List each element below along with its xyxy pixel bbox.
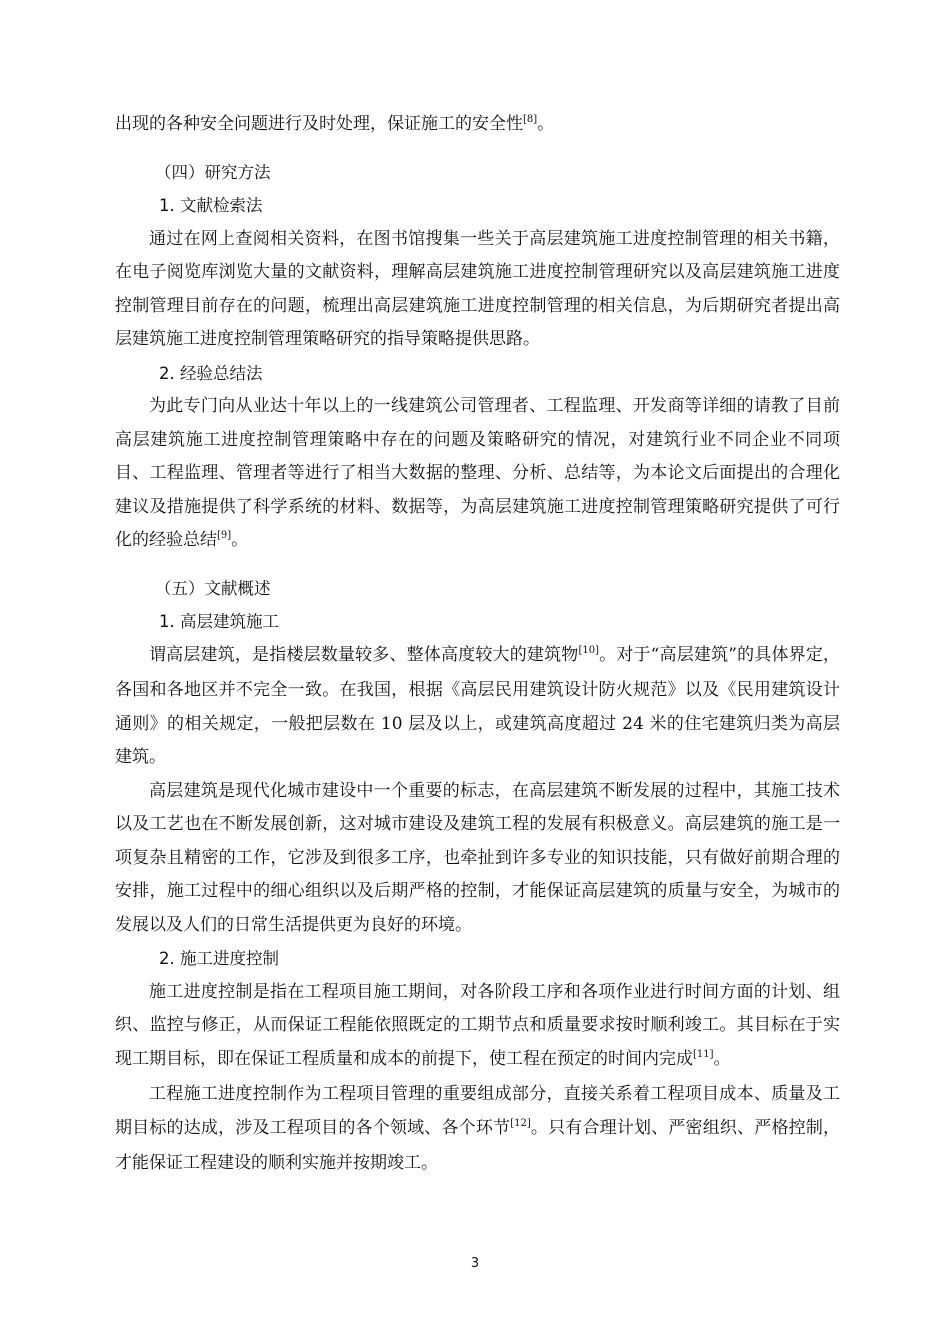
paragraph: 通过在网上查阅相关资料，在图书馆搜集一些关于高层建筑施工进度控制管理的相关书籍，在电子阅览库浏览大量的文献资料，理解高层建筑施工进度控制管理研究以及高层建筑施工进度控制管理目前存在的问题，梳理出高层建筑施工进度控制管理的相关信息，为后期研究者提出高层建筑施工进度控制管理策略研究的指导策略提供思路。 bbox=[115, 228, 840, 349]
citation: [12] bbox=[510, 1117, 531, 1129]
citation: [8] bbox=[523, 114, 538, 125]
section-heading: （四）研究方法 bbox=[155, 162, 271, 182]
subsection-heading: 2. 施工进度控制 bbox=[159, 949, 279, 968]
subsection-heading: 1. 文献检索法 bbox=[159, 196, 263, 215]
page-number: 3 bbox=[470, 1256, 480, 1271]
paragraph: 高层建筑是现代化城市建设中一个重要的标志，在高层建筑不断发展的过程中，其施工技术以及工艺也在不断发展创新，这对城市建设及建筑工程的发展有积极意义。高层建筑的施工是一项复杂且精密的工作，它涉及到很多工序，也牵扯到许多专业的知识技能，只有做好前期合理的安排，施工过程中的细心组织以及后期严格的控制，才能保证高层建筑的质量与安全，为城市的发展以及人们的日常生活提供更为良好的环境。 bbox=[115, 780, 840, 935]
citation: [10] bbox=[578, 644, 599, 656]
subsection-heading: 1. 高层建筑施工 bbox=[159, 612, 279, 631]
section-heading: （五）文献概述 bbox=[155, 578, 271, 598]
subsection-heading: 2. 经验总结法 bbox=[159, 363, 263, 383]
paragraph: 出现的各种安全问题进行及时处理，保证施工的安全性[8]。 bbox=[115, 114, 555, 134]
paragraph: 为此专门向从业达十年以上的一线建筑公司管理者、工程监理、开发商等详细的请教了目前高层建筑施工进度控制管理策略中存在的问题及策略研究的情况，对建筑行业不同企业不同项目、工程监理、管理者等进行了相当大数据的整理、分析、总结等，为本论文后面提出的合理化建议及措施提供了科学系统的材料、数据等，为高层建筑施工进度控制管理策略研究提供了可行化的经验总结[9]。 bbox=[115, 396, 840, 550]
citation: [11] bbox=[693, 1048, 714, 1060]
citation: [9] bbox=[217, 530, 232, 541]
page-body bbox=[115, 108, 840, 1181]
paragraph: 施工进度控制是指在工程项目施工期间，对各阶段工序和各项作业进行时间方面的计划、组织、监控与修正，从而保证工程能依照既定的工期节点和质量要求按时顺利竣工。其目标在于实现工期目标，即在保证工程质量和成本的前提下，使工程在预定的时间内完成[11]。 bbox=[115, 981, 840, 1069]
paragraph: 工程施工进度控制作为工程项目管理的重要组成部分，直接关系着工程项目成本、质量及工期目标的达成，涉及工程项目的各个领域、各个环节[12]。只有合理计划、严密组织、严格控制，才能保证工程建设的顺利实施并按期竣工。 bbox=[115, 1084, 841, 1173]
paragraph: 谓高层建筑，是指楼层数量较多、整体高度较大的建筑物[10]。对于“高层建筑”的具体界定，各国和各地区并不完全一致。在我国，根据《高层民用建筑设计防火规范》以及《民用建筑设计通则》的相关规定，一般把层数在 10 层及以上，或建筑高度超过 24 米的住宅建筑归类为高层建筑。 bbox=[115, 644, 841, 767]
